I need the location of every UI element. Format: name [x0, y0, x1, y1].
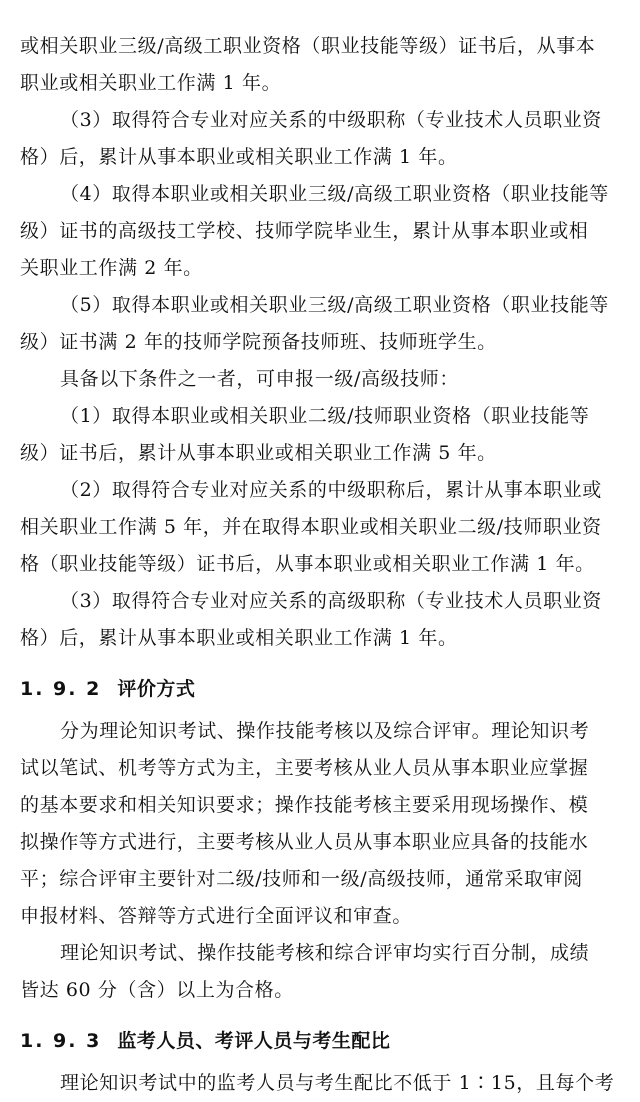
body-line: （2）取得符合专业对应关系的中级职称后，累计从事本职业或: [60, 479, 602, 501]
body-line: 拟操作等方式进行，主要考核从业人员从事本职业应具备的技能水: [20, 831, 589, 853]
body-line: 格（职业技能等级）证书后，从事本职业或相关职业工作满 1 年。: [20, 553, 595, 575]
body-line: 申报材料、答辩等方式进行全面评议和审查。: [20, 905, 413, 927]
body-line: 分为理论知识考试、操作技能考核以及综合评审。理论知识考: [60, 720, 590, 742]
body-line: （4）取得本职业或相关职业三级/高级工职业资格（职业技能等: [60, 183, 609, 205]
section-number: 1. 9. 3: [20, 1030, 102, 1052]
body-line: 格）后，累计从事本职业或相关职业工作满 1 年。: [20, 146, 458, 168]
body-line: 格）后，累计从事本职业或相关职业工作满 1 年。: [20, 627, 458, 649]
body-line: 理论知识考试、操作技能考核和综合评审均实行百分制，成绩: [60, 942, 590, 964]
section-heading-1-9-2: [20, 665, 620, 713]
body-line: 平；综合评审主要针对二级/技师和一级/高级技师，通常采取审阅: [20, 868, 583, 890]
section-number: 1. 9. 2: [20, 678, 102, 700]
body-line: 皆达 60 分（含）以上为合格。: [20, 979, 294, 1001]
section-heading-1-9-3: [20, 1017, 620, 1065]
section-title: 评价方式: [117, 678, 196, 700]
body-line: 级）证书后，累计从事本职业或相关职业工作满 5 年。: [20, 442, 497, 464]
body-line: 级）证书的高级技工学校、技师学院毕业生，累计从事本职业或相: [20, 220, 589, 242]
section-title: 监考人员、考评人员与考生配比: [117, 1030, 391, 1052]
body-line: （1）取得本职业或相关职业二级/技师职业资格（职业技能等: [60, 405, 590, 427]
document-page: [20, 28, 620, 1102]
body-line: 或相关职业三级/高级工职业资格（职业技能等级）证书后，从事本: [20, 35, 596, 57]
body-line: （3）取得符合专业对应关系的中级职称（专业技术人员职业资: [60, 109, 602, 131]
body-line: 具备以下条件之一者，可申报一级/高级技师：: [60, 368, 460, 390]
body-line: 相关职业工作满 5 年，并在取得本职业或相关职业二级/技师职业资: [20, 516, 602, 538]
body-line: （3）取得符合专业对应关系的高级职称（专业技术人员职业资: [60, 590, 602, 612]
body-line: 级）证书满 2 年的技师学院预备技师班、技师班学生。: [20, 331, 497, 353]
body-line: 关职业工作满 2 年。: [20, 257, 203, 279]
body-line: （5）取得本职业或相关职业三级/高级工职业资格（职业技能等: [60, 294, 609, 316]
body-line: 理论知识考试中的监考人员与考生配比不低于 1∶15，且每个考: [60, 1072, 615, 1094]
body-line: 职业或相关职业工作满 1 年。: [20, 72, 282, 94]
body-line: 的基本要求和相关知识要求；操作技能考核主要采用现场操作、模: [20, 794, 589, 816]
body-line: 试以笔试、机考等方式为主，主要考核从业人员从事本职业应掌握: [20, 757, 589, 779]
